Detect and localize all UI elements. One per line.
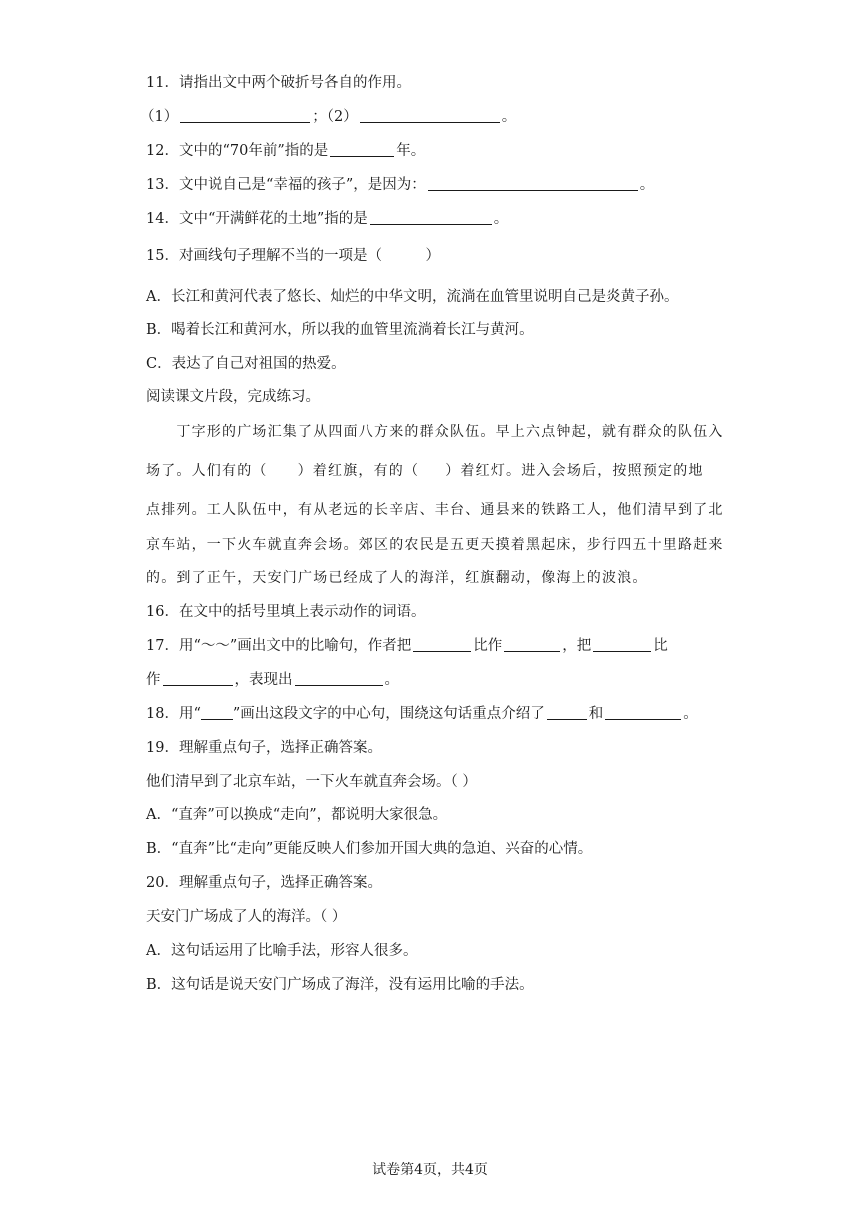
q19-option-b[interactable]: B．“直奔”比“走向”更能反映人们参加开国大典的急迫、兴奋的心情。 [146,841,593,857]
q13-text: 13．文中说自己是“幸福的孩子”，是因为： [146,177,426,193]
q20-sentence: 天安门广场成了人的海洋。（ ） [146,909,347,925]
q11-blank-1[interactable] [180,108,310,123]
q17-mid1: 比作 [473,638,503,654]
q17-line-2 [146,670,399,690]
passage-line-2b: ）着红旗，有的（ [297,463,420,479]
q19-option-a[interactable]: A．“直奔”可以换成“走向”，都说明大家很急。 [146,807,448,823]
q12-post: 年。 [396,143,426,159]
q17-text: 17．用“～～”画出文中的比喻句，作者把 [146,638,412,654]
q18 [146,704,698,724]
q12-text: 12．文中的“70年前”指的是 [146,143,329,159]
passage-line-1: 丁字形的广场汇集了从四面八方来的群众队伍。早上六点钟起，就有群众的队伍入 [146,424,724,440]
q14 [146,209,508,229]
q20-option-a[interactable]: A．这句话运用了比喻手法，形容人很多。 [146,943,418,959]
q18-mid: ”画出这段文字的中心句，围绕这句话重点介绍了 [232,706,545,722]
q18-underline-mark [201,705,233,720]
passage-line-2a: 场了。人们有的（ [146,463,268,479]
passage-line-2 [146,461,704,481]
q17-blank-1[interactable] [413,637,471,652]
q14-blank[interactable] [370,210,492,225]
q17-l2-pre: 作 [146,672,161,688]
q17-blank-2[interactable] [504,637,560,652]
q11-end: 。 [501,109,517,125]
q18-text: 18．用“ [146,706,201,722]
q18-and: 和 [588,706,604,722]
q17-l2-end: 。 [384,672,399,688]
q17-blank-4[interactable] [163,671,233,686]
q20-option-b[interactable]: B．这句话是说天安门广场成了海洋，没有运用比喻的手法。 [146,977,534,993]
q15-option-c[interactable]: C．表达了自己对祖国的热爱。 [146,356,346,372]
q14-text: 14．文中“开满鲜花的土地”指的是 [146,211,368,227]
passage-line-2c: ）着红灯。进入会场后，按照预定的地 [445,463,704,479]
q15-option-b[interactable]: B．喝着长江和黄河水，所以我的血管里流淌着长江与黄河。 [146,322,534,338]
q18-blank-1[interactable] [547,705,587,720]
passage-line-4: 京车站，一下火车就直奔会场。郊区的农民是五更天摸着黑起床，步行四五十里路赶来 [146,537,724,553]
q17-mid3: 比 [653,638,668,654]
q13-blank[interactable] [428,176,638,191]
q11-blank-2[interactable] [360,108,500,123]
q17-mid2: ，把 [562,638,592,654]
q13-post: 。 [639,177,655,193]
q15: 15．对画线句子理解不当的一项是（ ） [146,248,440,264]
q11-answers [140,107,516,127]
q17-l2-mid: ，表现出 [234,672,293,688]
q18-blank-2[interactable] [605,705,681,720]
q16: 16．在文中的括号里填上表示动作的词语。 [146,604,426,620]
q11-a2-label: ；（2） [312,109,358,125]
q19: 19．理解重点句子，选择正确答案。 [146,740,382,756]
q12-blank[interactable] [330,142,394,157]
q20: 20．理解重点句子，选择正确答案。 [146,875,382,891]
q17-blank-3[interactable] [593,637,651,652]
q17 [146,636,668,656]
q18-end: 。 [683,706,698,722]
q17-blank-5[interactable] [295,671,383,686]
q15-option-a[interactable]: A．长江和黄河代表了悠长、灿烂的中华文明，流淌在血管里说明自己是炎黄子孙。 [146,289,679,305]
q14-post: 。 [493,211,509,227]
q11-a1-label: （1） [140,109,179,125]
q11: 11．请指出文中两个破折号各自的作用。 [146,75,411,91]
q13 [146,175,654,195]
section-heading: 阅读课文片段，完成练习。 [146,389,320,405]
passage-line-3: 点排列。工人队伍中，有从老远的长辛店、丰台、通县来的铁路工人，他们清早到了北 [146,502,724,518]
q19-sentence: 他们清早到了北京车站，一下火车就直奔会场。（ ） [146,774,477,790]
passage-line-5: 的。到了正午，天安门广场已经成了人的海洋，红旗翻动，像海上的波浪。 [146,570,648,586]
q12 [146,141,425,161]
page-footer: 试卷第4页，共4页 [372,1162,488,1178]
